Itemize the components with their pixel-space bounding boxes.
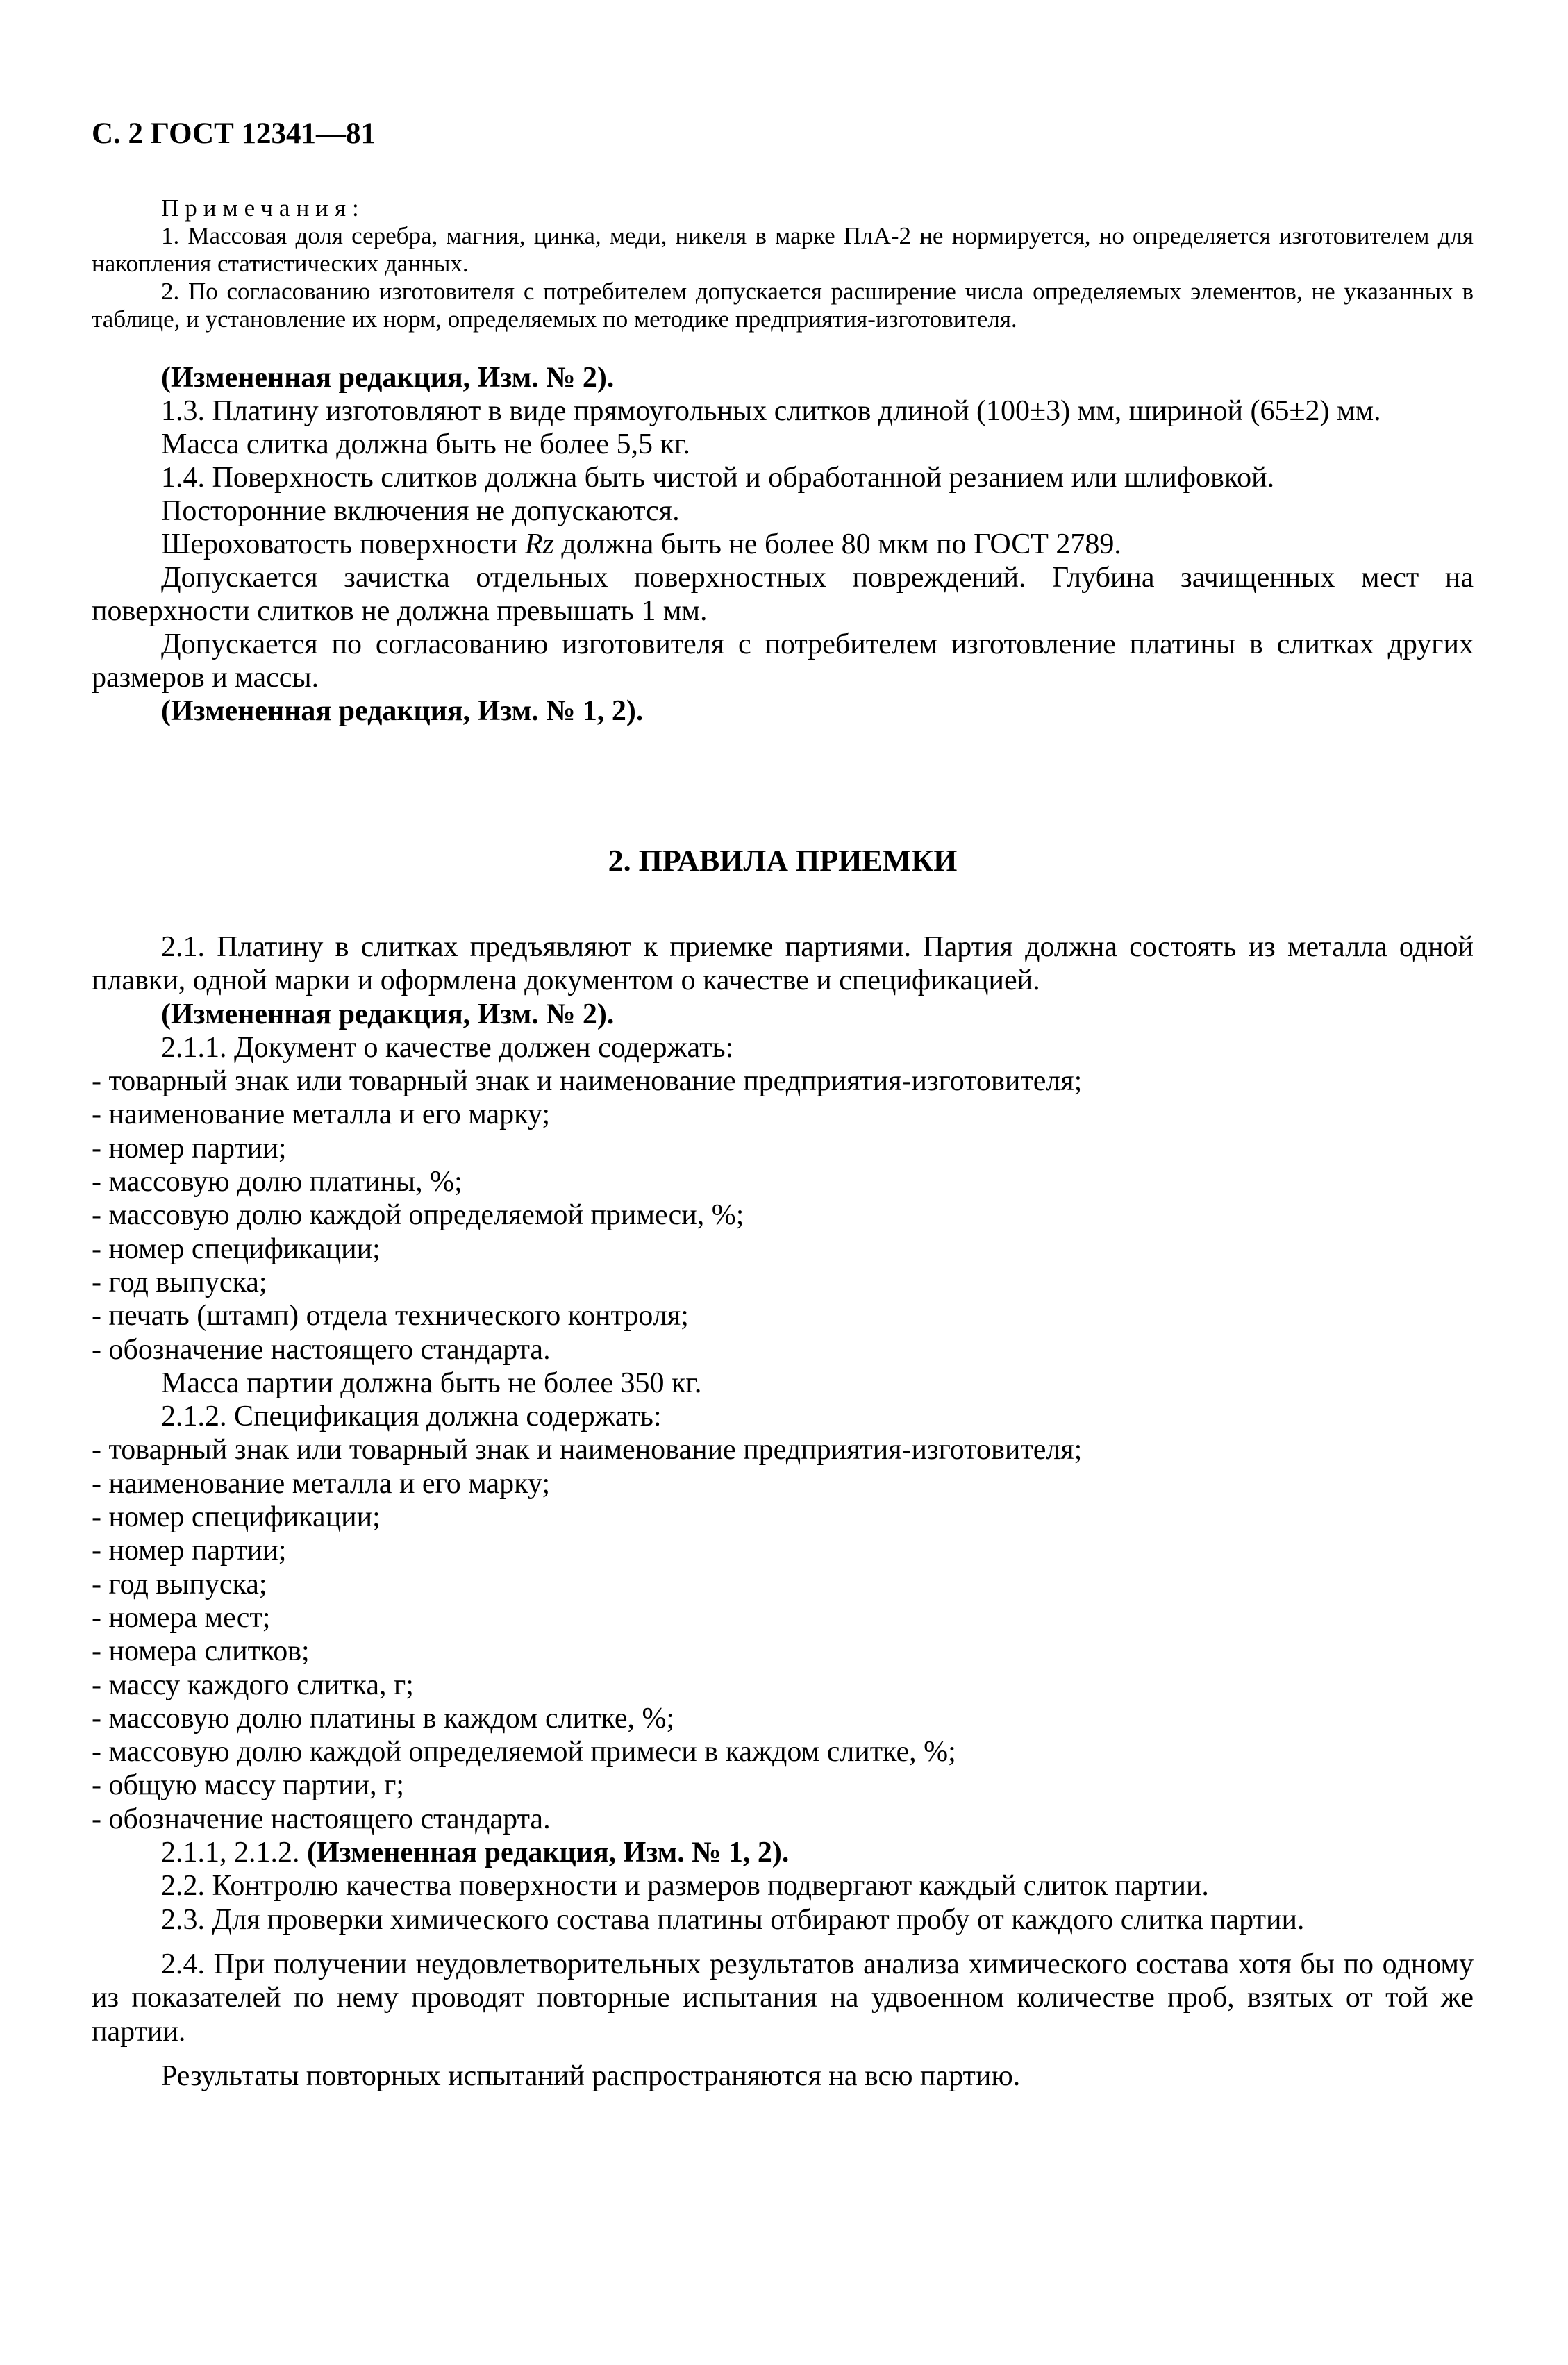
clause-2-4: 2.4. При получении неудовлетворительных результатов анализа химического состава хотя бы по одному из показателей по нему проводят повторные испытания на удвоенном количестве проб, взятых от той же партии. (92, 1948, 1474, 2048)
list-item: - массовую долю платины, %; (92, 1166, 462, 1198)
list-item: - массовую долю каждой определяемой примеси в каждом слитке, %; (92, 1736, 956, 1769)
list-item: - год выпуска; (92, 1568, 267, 1601)
list-item: - товарный знак или товарный знак и наименование предприятия-изготовителя; (92, 1434, 1083, 1466)
clause-1-3: 1.3. Платину изготовляют в виде прямоугольных слитков длиной (100±3) мм, шириной (65±2) мм. (161, 395, 1381, 427)
section1-continuation (92, 361, 1474, 728)
paragraph-roughness (92, 528, 1474, 561)
note-item: 1. Массовая доля серебра, магния, цинка, меди, никеля в марке ПлА-2 не нормируется, но определяется изготовителем для накопления статистических данных. (92, 222, 1474, 277)
amendment-note-combined (92, 1836, 1474, 1869)
section2-body (92, 930, 1474, 2093)
clause-2-2: 2.2. Контролю качества поверхности и размеров подвергают каждый слиток партии. (161, 1870, 1209, 1903)
list-item: - наименование металла и его марку; (92, 1467, 551, 1500)
page-header: С. 2 ГОСТ 12341—81 (92, 117, 376, 150)
list-item: - обозначение настоящего стандарта. (92, 1803, 551, 1835)
roughness-text-start: Шероховатость поверхности (161, 528, 525, 560)
list-item: - общую массу партии, г; (92, 1769, 405, 1802)
list-item: - массу каждого слитка, г; (92, 1669, 414, 1701)
paragraph-lot-mass: Масса партии должна быть не более 350 кг. (161, 1367, 702, 1399)
list-item: - товарный знак или товарный знак и наименование предприятия-изготовителя; (92, 1065, 1083, 1098)
paragraph-results: Результаты повторных испытаний распространяются на всю партию. (161, 2059, 1021, 2092)
clause-2-1: 2.1. Платину в слитках предъявляют к приемке партиями. Партия должна состоять из металла одной плавки, одной марки и оформлена документом о качестве и спецификацией. (92, 931, 1474, 997)
notes-block (92, 194, 1474, 333)
clause-2-1-2: 2.1.2. Спецификация должна содержать: (161, 1401, 662, 1433)
notes-title: Примечания: (161, 194, 365, 222)
amendment-note: (Измененная редакция, Изм. № 2). (161, 998, 615, 1030)
list-item: - номер спецификации; (92, 1232, 381, 1265)
list-item: - номер партии; (92, 1535, 287, 1567)
clause-2-1-1: 2.1.1. Документ о качестве должен содержать: (161, 1031, 734, 1064)
amendment-prefix: 2.1.1, 2.1.2. (161, 1837, 307, 1869)
clause-2-3: 2.3. Для проверки химического состава платины отбирают пробу от каждого слитка партии. (161, 1903, 1305, 1936)
list-item: - массовую долю каждой определяемой примеси, %; (92, 1199, 744, 1232)
list-item: - печать (штамп) отдела технического контроля; (92, 1300, 689, 1332)
list-item: - массовую долю платины в каждом слитке, %; (92, 1702, 675, 1735)
amendment-note: (Измененная редакция, Изм. № 2). (161, 362, 615, 394)
list-item: - номера слитков; (92, 1635, 310, 1668)
paragraph-cleaning: Допускается зачистка отдельных поверхностных повреждений. Глубина зачищенных мест на поверхности слитков не должна превышать 1 мм. (92, 562, 1474, 627)
roughness-text-end: должна быть не более 80 мкм по ГОСТ 2789. (553, 528, 1121, 560)
paragraph-ingot-mass: Масса слитка должна быть не более 5,5 кг. (161, 428, 690, 460)
clause-1-4: 1.4. Поверхность слитков должна быть чистой и обработанной резанием или шлифовкой. (161, 462, 1275, 494)
section-title: 2. ПРАВИЛА ПРИЕМКИ (608, 844, 958, 878)
paragraph-inclusions: Посторонние включения не допускаются. (161, 495, 680, 527)
list-item: - наименование металла и его марку; (92, 1098, 551, 1131)
note-item: 2. По согласованию изготовителя с потребителем допускается расширение числа определяемых элементов, не указанных в таблице, и установление их норм, определяемых по методике предприятия-изготовителя. (92, 278, 1474, 333)
list-item: - год выпуска; (92, 1266, 267, 1298)
paragraph-other-sizes: Допускается по согласованию изготовителя с потребителем изготовление платины в слитках других размеров и массы. (92, 628, 1474, 694)
amendment-note: (Измененная редакция, Изм. № 1, 2). (161, 695, 644, 727)
list-item: - номера мест; (92, 1601, 271, 1634)
roughness-symbol: Rz (524, 528, 554, 560)
amendment-text: (Измененная редакция, Изм. № 1, 2). (307, 1837, 790, 1869)
list-item: - обозначение настоящего стандарта. (92, 1333, 551, 1366)
list-item: - номер спецификации; (92, 1501, 381, 1534)
list-item: - номер партии; (92, 1132, 287, 1164)
